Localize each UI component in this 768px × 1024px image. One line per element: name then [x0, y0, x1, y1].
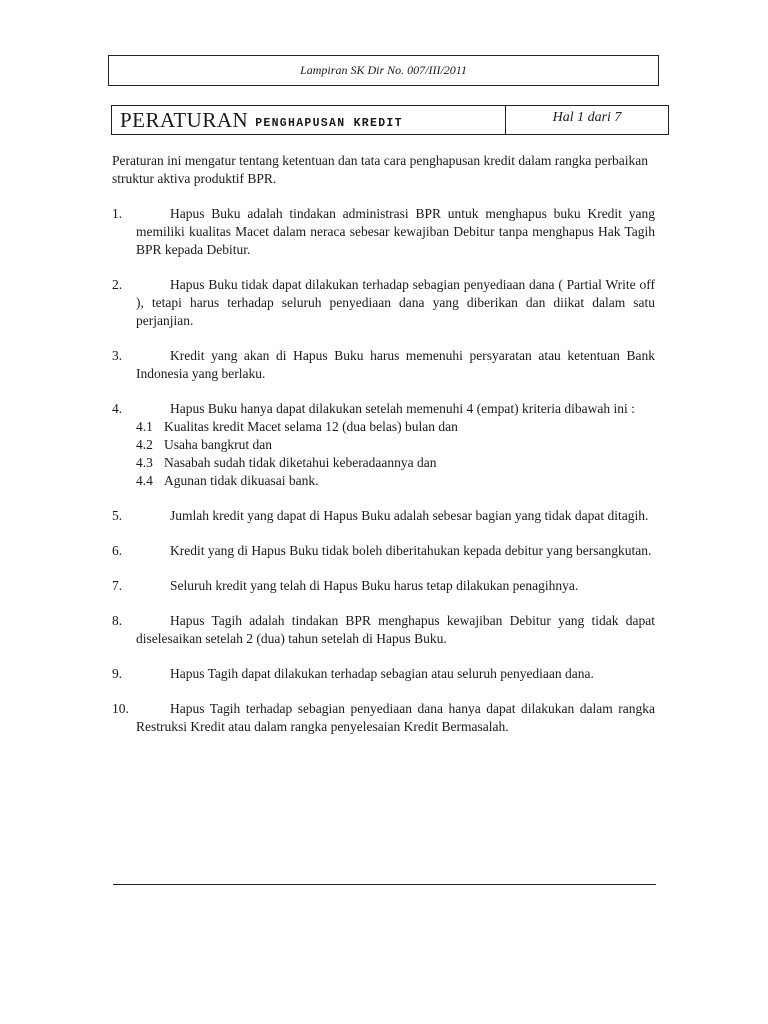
intro-paragraph: Peraturan ini mengatur tentang ketentuan dan tata cara penghapusan kredit dalam rangka perbaikan struktur aktiva produktif BPR.: [112, 153, 649, 186]
list-item: [112, 400, 655, 490]
list-item: [112, 205, 655, 259]
sub-item: [136, 418, 655, 436]
item-number: 3.: [112, 348, 123, 363]
item-number: 9.: [112, 666, 123, 681]
sub-item-text: Usaha bangkrut dan: [164, 437, 272, 452]
footer-divider: [113, 884, 656, 885]
item-text: Jumlah kredit yang dapat di Hapus Buku adalah sebesar bagian yang tidak dapat ditagih.: [170, 508, 649, 523]
item-text: Hapus Buku adalah tindakan administrasi BPR untuk menghapus buku Kredit yang memiliki kualitas Macet dalam neraca sebesar kewajiban Debitur tanpa menghapus Hak Tagih BPR kepada Debitur.: [136, 206, 655, 257]
item-text: Hapus Buku tidak dapat dilakukan terhadap sebagian penyediaan dana ( Partial Write off ), tetapi harus terhadap seluruh penyediaan dana yang diberikan dan diikat dalam satu perjanjian.: [136, 277, 655, 328]
list-item: [112, 507, 655, 525]
lampiran-text: Lampiran SK Dir No. 007/III/2011: [300, 63, 467, 77]
item-text: Hapus Tagih dapat dilakukan terhadap sebagian atau seluruh penyediaan dana.: [170, 666, 594, 681]
item-text: Hapus Tagih terhadap sebagian penyediaan dana hanya dapat dilakukan dalam rangka Restruksi Kredit atau dalam rangka penyelesaian Kredit Bermasalah.: [136, 701, 655, 734]
item-text: Kredit yang akan di Hapus Buku harus memenuhi persyaratan atau ketentuan Bank Indonesia yang berlaku.: [136, 348, 655, 381]
list-item: [112, 542, 655, 560]
sub-item-number: 4.3: [136, 455, 153, 470]
item-number: 4.: [112, 401, 123, 416]
document-body: [112, 152, 655, 753]
item-number: 5.: [112, 508, 123, 523]
document-header: [111, 105, 669, 135]
list-item: [112, 665, 655, 683]
sub-item-number: 4.1: [136, 419, 153, 434]
title-main: PERATURAN: [120, 107, 249, 132]
sub-item-number: 4.4: [136, 473, 153, 488]
page-indicator: [506, 106, 668, 134]
item-number: 2.: [112, 277, 123, 292]
item-number: 1.: [112, 206, 123, 221]
sub-item-number: 4.2: [136, 437, 153, 452]
item-number: 6.: [112, 543, 123, 558]
sub-item: [136, 436, 655, 454]
list-item: [112, 276, 655, 330]
sub-item-text: Agunan tidak dikuasai bank.: [164, 473, 319, 488]
list-item: [112, 347, 655, 383]
header-title-cell: [112, 106, 506, 134]
list-item: [112, 577, 655, 595]
list-item: [112, 612, 655, 648]
item-number: 10.: [112, 701, 129, 716]
item-text: Kredit yang di Hapus Buku tidak boleh diberitahukan kepada debitur yang bersangkutan.: [170, 543, 652, 558]
sub-item: [136, 472, 655, 490]
page-label: Hal 1 dari 7: [552, 110, 622, 125]
list-item: [112, 700, 655, 736]
lampiran-reference: [108, 55, 659, 86]
sub-item-text: Nasabah sudah tidak diketahui keberadaannya dan: [164, 455, 437, 470]
item-number: 8.: [112, 613, 123, 628]
item-text: Hapus Buku hanya dapat dilakukan setelah memenuhi 4 (empat) kriteria dibawah ini :: [170, 401, 635, 416]
item-text: Hapus Tagih adalah tindakan BPR menghapus kewajiban Debitur yang tidak dapat diselesaikan setelah 2 (dua) tahun setelah di Hapus Buku.: [136, 613, 655, 646]
item-number: 7.: [112, 578, 123, 593]
title-sub: PENGHAPUSAN KREDIT: [255, 116, 403, 130]
sub-item: [136, 454, 655, 472]
sub-item-text: Kualitas kredit Macet selama 12 (dua belas) bulan dan: [164, 419, 458, 434]
item-text: Seluruh kredit yang telah di Hapus Buku harus tetap dilakukan penagihnya.: [170, 578, 579, 593]
